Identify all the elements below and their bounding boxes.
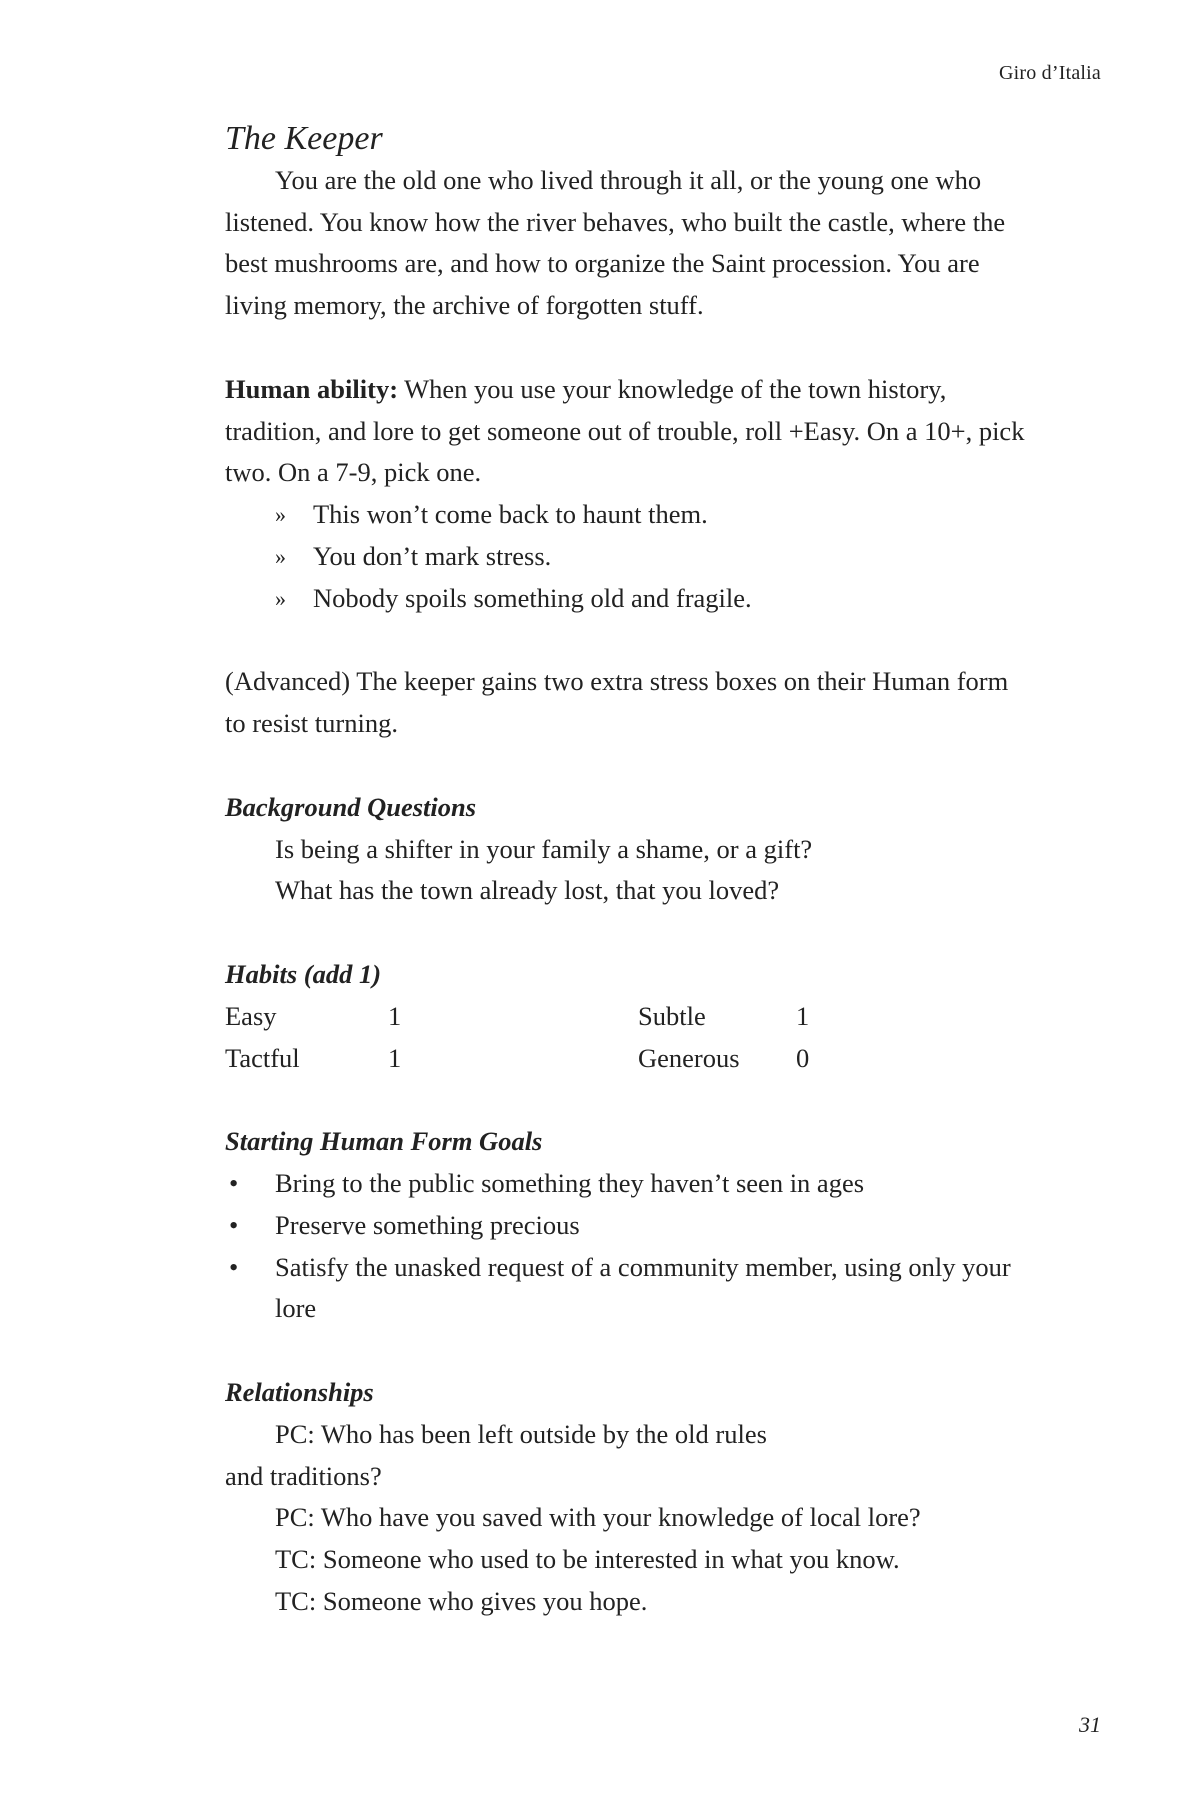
relationships-heading: Relationships <box>225 1376 374 1407</box>
ability-option <box>225 578 1025 620</box>
raquo-icon: » <box>275 585 286 611</box>
ability-option-text: This won’t come back to haunt them. <box>313 499 708 530</box>
page-number: 31 <box>1079 1712 1101 1737</box>
goal-text: Satisfy the unasked request of a community member, using only your lore <box>275 1251 1011 1324</box>
habit-value: 1 <box>796 1000 810 1031</box>
human-ability-label: Human ability: <box>225 373 399 404</box>
page-content <box>225 118 1025 1623</box>
habit-name: Subtle <box>638 1000 706 1031</box>
spacer <box>225 1330 1025 1372</box>
habit-value: 1 <box>388 1042 402 1073</box>
habit-name: Generous <box>638 1042 740 1073</box>
human-ability-paragraph <box>225 369 1025 494</box>
raquo-icon: » <box>275 502 286 528</box>
goal-item <box>225 1205 1025 1247</box>
relationship-question: PC: Who have you saved with your knowledge of local lore? <box>275 1502 921 1533</box>
ability-option-text: You don’t mark stress. <box>313 540 552 571</box>
ability-option <box>225 536 1025 578</box>
bullet-icon: • <box>229 1167 239 1198</box>
human-ability-text: When you use your knowledge of the town history, tradition, and lore to get someone out of trouble, roll +Easy. On a 10+, pick two. On a 7-9, pick one. <box>225 373 1025 488</box>
goal-item <box>225 1163 1025 1205</box>
running-head: Giro d’Italia <box>998 62 1101 84</box>
section-title: The Keeper <box>225 120 383 157</box>
habits-row <box>225 1038 1025 1080</box>
background-question: What has the town already lost, that you loved? <box>275 875 780 906</box>
habits-heading: Habits (add 1) <box>225 958 382 989</box>
ability-option-text: Nobody spoils something old and fragile. <box>313 582 752 613</box>
habit-name: Easy <box>225 1000 277 1031</box>
ability-option <box>225 494 1025 536</box>
relationship-question: PC: Who has been left outside by the old rules <box>275 1418 767 1449</box>
habit-value: 0 <box>796 1042 810 1073</box>
advanced-paragraph: (Advanced) The keeper gains two extra stress boxes on their Human form to resist turning. <box>225 666 1009 739</box>
habit-name: Tactful <box>225 1042 300 1073</box>
goal-text: Preserve something precious <box>275 1209 580 1240</box>
goal-text: Bring to the public something they haven’t seen in ages <box>275 1167 865 1198</box>
goals-heading: Starting Human Form Goals <box>225 1126 543 1157</box>
background-question: Is being a shifter in your family a shame, or a gift? <box>275 833 813 864</box>
relationship-question: TC: Someone who gives you hope. <box>275 1585 648 1616</box>
raquo-icon: » <box>275 543 286 569</box>
bullet-icon: • <box>229 1251 239 1282</box>
bottom-margin <box>0 1690 1200 1800</box>
spacer <box>225 1079 1025 1121</box>
bullet-icon: • <box>229 1209 239 1240</box>
spacer <box>225 327 1025 369</box>
spacer <box>225 912 1025 954</box>
relationship-question-continued: and traditions? <box>225 1460 382 1491</box>
background-heading: Background Questions <box>225 791 477 822</box>
spacer <box>225 620 1025 662</box>
habits-row <box>225 996 1025 1038</box>
relationship-question: TC: Someone who used to be interested in what you know. <box>275 1544 900 1575</box>
spacer <box>225 745 1025 787</box>
habit-value: 1 <box>388 1000 402 1031</box>
top-margin <box>0 0 1200 100</box>
intro-paragraph: You are the old one who lived through it all, or the young one who listened. You know how the river behaves, who built the castle, where the best mushrooms are, and how to organize the Saint procession. You are living memory, the archive of forgotten stuff. <box>225 164 1006 321</box>
goal-item <box>225 1247 1025 1331</box>
